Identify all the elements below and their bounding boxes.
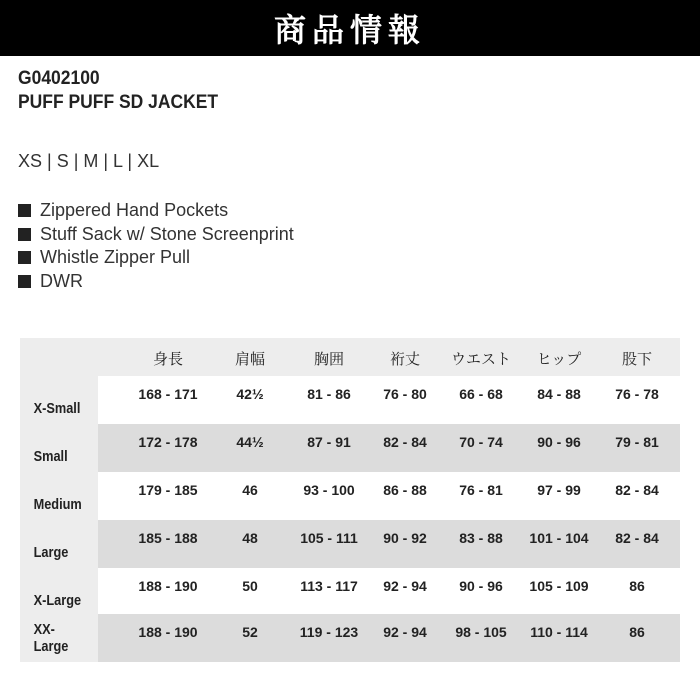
square-bullet-icon (18, 251, 31, 264)
table-cell: 84 - 88 (537, 386, 581, 402)
row-size-label: X-Large (33, 592, 82, 609)
feature-text: Zippered Hand Pockets (40, 200, 229, 221)
table-cell: 76 - 78 (615, 386, 659, 402)
table-cell: 42½ (236, 386, 264, 402)
table-cell: 70 - 74 (459, 434, 503, 450)
table-cell: 119 - 123 (299, 624, 359, 640)
feature-text: Stuff Sack w/ Stone Screenprint (40, 223, 294, 244)
table-cell: 105 - 109 (529, 578, 589, 594)
table-cell: 82 - 84 (615, 482, 659, 498)
available-sizes: XS | S | M | L | XL (18, 151, 160, 171)
table-cell: 86 - 88 (383, 482, 427, 498)
feature-item (18, 270, 294, 294)
table-cell: 90 - 96 (537, 434, 581, 450)
table-row (20, 520, 680, 568)
row-size-label: Small (33, 448, 68, 465)
row-size-label: Medium (33, 496, 82, 513)
table-cell: 179 - 185 (138, 482, 198, 498)
table-cell: 92 - 94 (383, 624, 427, 640)
table-cell: 97 - 99 (537, 482, 581, 498)
table-cell: 93 - 100 (303, 482, 355, 498)
row-values (98, 424, 680, 472)
feature-item (18, 223, 294, 247)
table-cell: 188 - 190 (138, 624, 198, 640)
table-cell: 76 - 80 (383, 386, 427, 402)
row-values (98, 472, 680, 520)
feature-text: Whistle Zipper Pull (40, 247, 191, 268)
table-cell: 90 - 96 (459, 578, 503, 594)
row-values (98, 376, 680, 424)
header-sleeve: 裄丈 (389, 350, 420, 368)
table-cell: 50 (242, 578, 258, 594)
square-bullet-icon (18, 204, 31, 217)
table-row (20, 614, 680, 662)
table-cell: 168 - 171 (138, 386, 198, 402)
row-values (98, 568, 680, 616)
table-cell: 66 - 68 (459, 386, 503, 402)
header-inseam: 股下 (621, 350, 652, 368)
size-chart-header (20, 338, 680, 376)
table-row (20, 472, 680, 520)
table-cell: 188 - 190 (138, 578, 198, 594)
table-row (20, 568, 680, 616)
row-size-label: Large (33, 544, 69, 561)
table-cell: 86 (629, 578, 645, 594)
table-cell: 110 - 114 (530, 624, 588, 640)
row-values (98, 520, 680, 568)
feature-item (18, 199, 294, 223)
table-cell: 52 (242, 624, 258, 640)
table-cell: 87 - 91 (307, 434, 351, 450)
table-cell: 76 - 81 (459, 482, 503, 498)
header-shoulder: 肩幅 (234, 350, 265, 368)
page-banner (0, 0, 700, 56)
table-cell: 98 - 105 (455, 624, 507, 640)
size-chart-table (20, 338, 680, 662)
table-cell: 86 (629, 624, 645, 640)
table-cell: 81 - 86 (307, 386, 351, 402)
table-cell: 90 - 92 (383, 530, 427, 546)
table-cell: 82 - 84 (383, 434, 427, 450)
header-hip: ヒップ (536, 350, 582, 368)
table-cell: 113 - 117 (300, 578, 358, 594)
table-cell: 101 - 104 (529, 530, 589, 546)
feature-list (18, 199, 294, 293)
header-waist: ウエスト (450, 350, 511, 368)
table-cell: 92 - 94 (383, 578, 427, 594)
table-cell: 185 - 188 (138, 530, 198, 546)
table-row (20, 424, 680, 472)
table-cell: 172 - 178 (138, 434, 198, 450)
header-height: 身長 (152, 350, 183, 368)
product-name: PUFF PUFF SD JACKET (18, 92, 219, 113)
table-cell: 83 - 88 (459, 530, 503, 546)
feature-text: DWR (40, 270, 83, 291)
banner-title: 商品情報 (273, 11, 426, 49)
table-cell: 79 - 81 (615, 434, 659, 450)
table-cell: 48 (242, 530, 258, 546)
table-row (20, 376, 680, 424)
header-chest: 胸囲 (313, 350, 344, 368)
row-size-label: X-Small (33, 400, 81, 417)
feature-item (18, 246, 294, 270)
table-cell: 82 - 84 (615, 530, 659, 546)
square-bullet-icon (18, 228, 31, 241)
table-cell: 105 - 111 (300, 530, 358, 546)
product-code: G0402100 (18, 68, 100, 89)
table-cell: 44½ (236, 434, 264, 450)
row-values (98, 614, 680, 662)
square-bullet-icon (18, 275, 31, 288)
table-cell: 46 (242, 482, 258, 498)
row-size-label: XX-Large (33, 621, 69, 655)
